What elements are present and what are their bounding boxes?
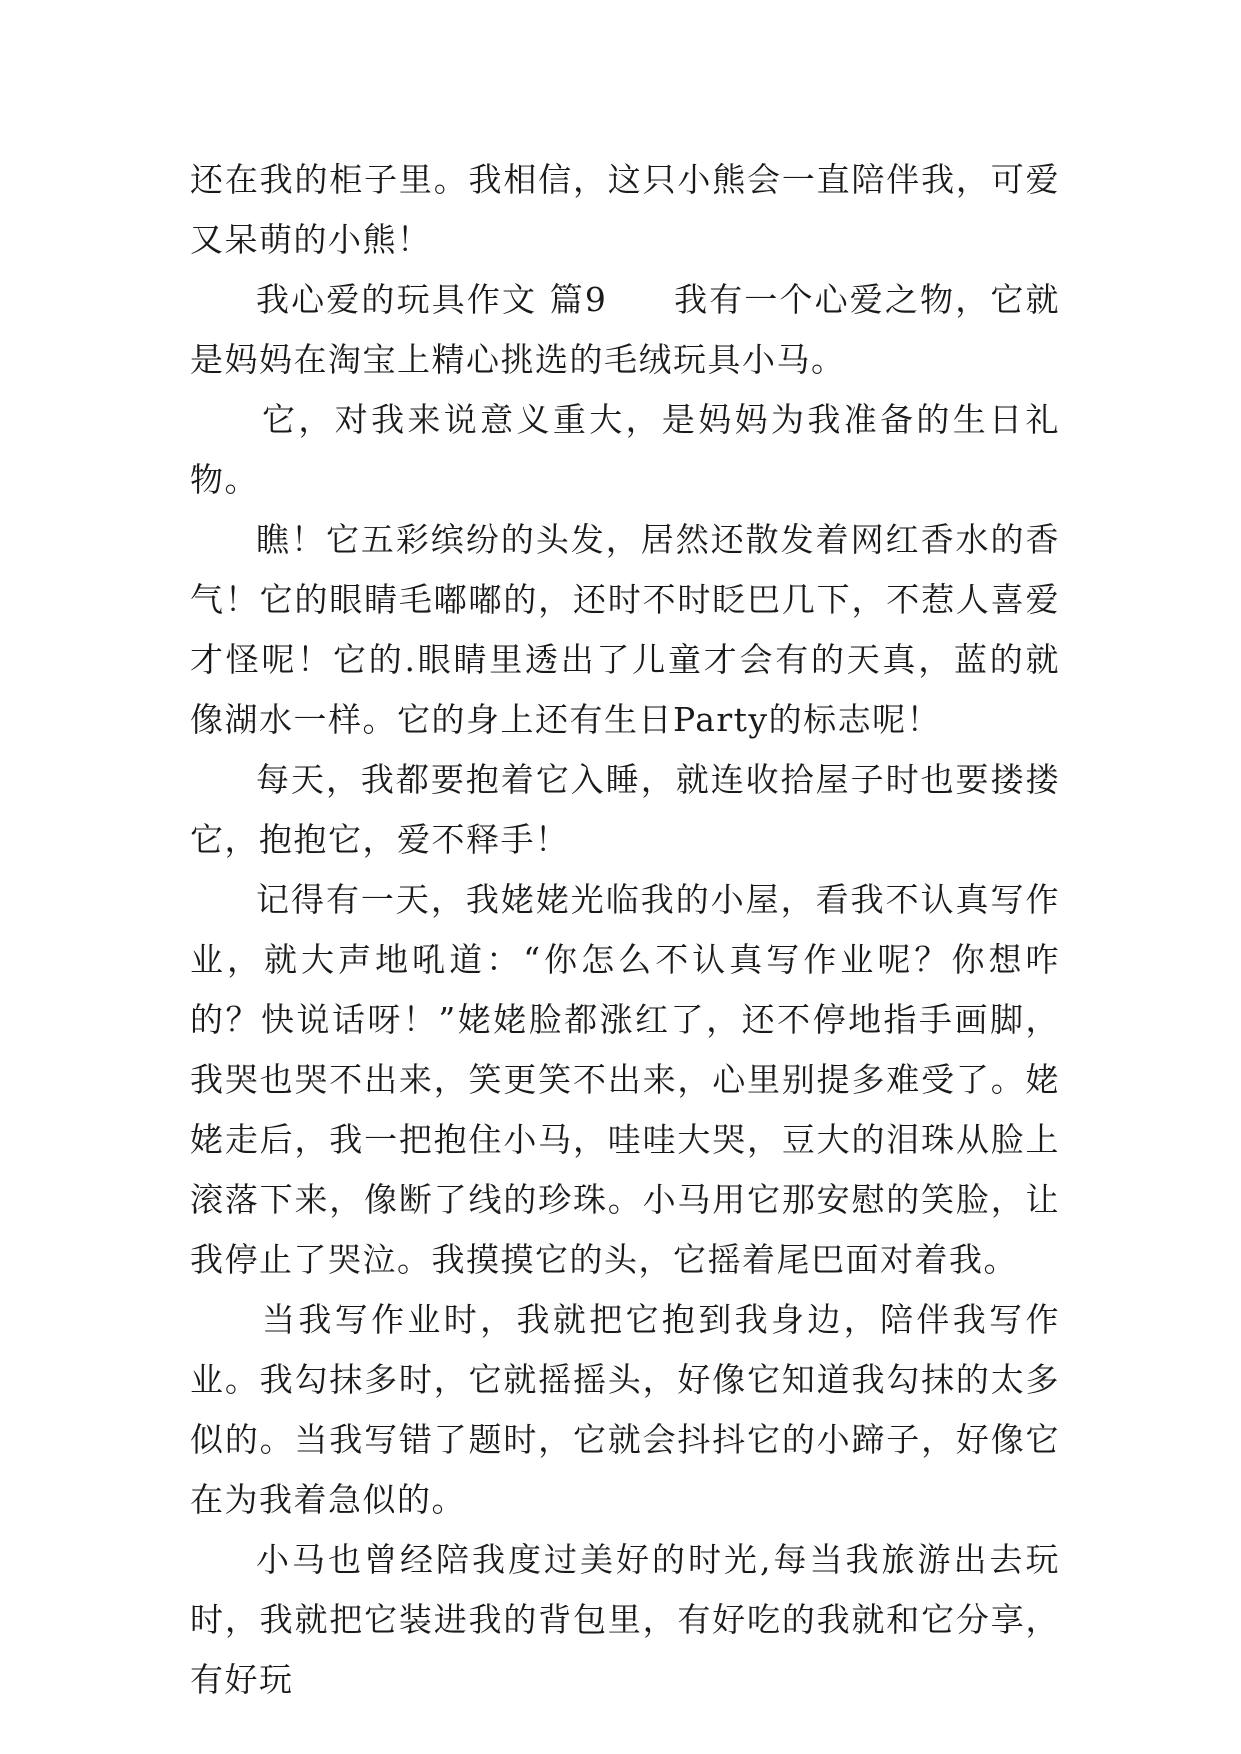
paragraph-story: 记得有一天，我姥姥光临我的小屋，看我不认真写作业，就大声地吼道：“你怎么不认真写作业呢？你想咋的？快说话呀！”姥姥脸都涨红了，还不停地指手画脚，我哭也哭不出来，笑更笑不出来，心里别提多难受了。姥姥走后，我一把抱住小马，哇哇大哭，豆大的泪珠从脸上滚落下来，像断了线的珍珠。小马用它那安慰的笑脸，让我停止了哭泣。我摸摸它的头，它摇着尾巴面对着我。	[190, 880, 1060, 1279]
paragraph-continuation: 还在我的柜子里。我相信，这只小熊会一直陪伴我，可爱又呆萌的小熊！	[190, 160, 1060, 259]
document-body	[190, 150, 1060, 1710]
paragraph-intro: 我有一个心爱之物，它就是妈妈在淘宝上精心挑选的毛绒玩具小马。	[190, 280, 1060, 379]
paragraph-travel: 小马也曾经陪我度过美好的时光,每当我旅游出去玩时，我就把它装进我的背包里，有好吃的我就和它分享，有好玩	[190, 1540, 1060, 1699]
paragraph-gift: 它，对我来说意义重大，是妈妈为我准备的生日礼物。	[190, 400, 1060, 499]
paragraph-appearance: 瞧！它五彩缤纷的头发，居然还散发着网红香水的香气！它的眼睛毛嘟嘟的，还时不时眨巴几下，不惹人喜爱才怪呢！它的.眼睛里透出了儿童才会有的天真，蓝的就像湖水一样。它的身上还有生日Party的标志呢！	[190, 520, 1060, 739]
paragraph-heading-line	[190, 270, 1060, 390]
section-heading: 我心爱的玩具作文 篇9	[256, 280, 608, 319]
paragraph-homework: 当我写作业时，我就把它抱到我身边，陪伴我写作业。我勾抹多时，它就摇摇头，好像它知道我勾抹的太多似的。当我写错了题时，它就会抖抖它的小蹄子，好像它在为我着急似的。	[190, 1300, 1060, 1519]
paragraph-daily: 每天，我都要抱着它入睡，就连收拾屋子时也要搂搂它，抱抱它，爱不释手！	[190, 760, 1060, 859]
